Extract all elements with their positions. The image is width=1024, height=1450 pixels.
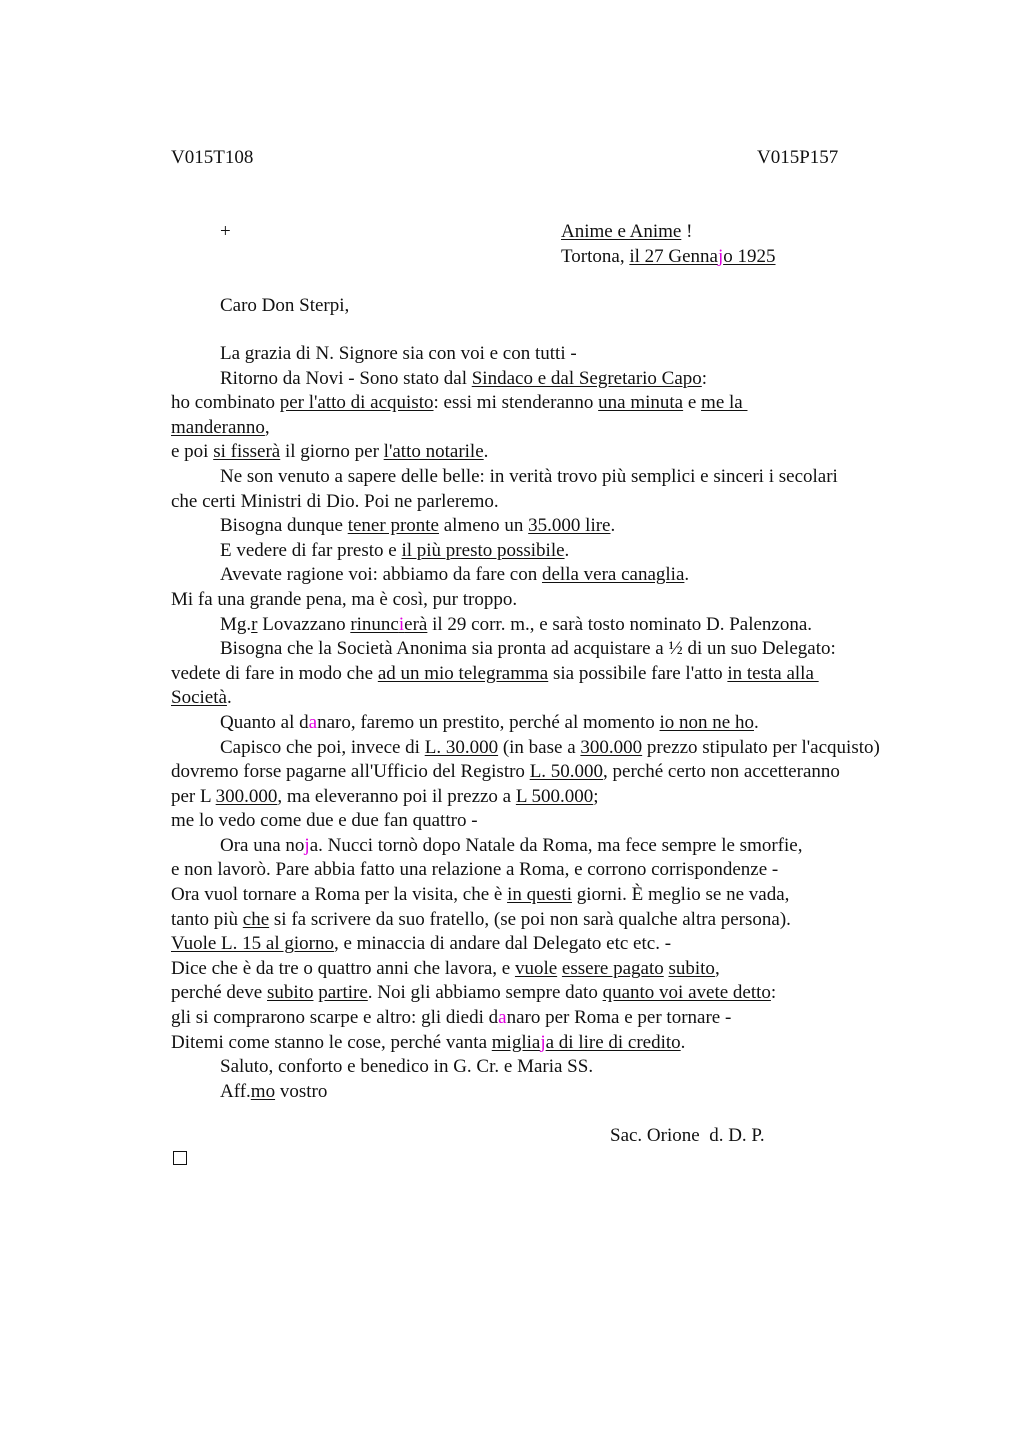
cross-symbol: + (220, 221, 231, 242)
motto: Anime e Anime ! (561, 221, 693, 242)
letter-line: manderanno, (171, 416, 270, 438)
letter-line: Ditemi come stanno le cose, perché vanta migliaja di lire di credito. (171, 1031, 686, 1053)
letter-line: dovremo forse pagarne all'Ufficio del Registro L. 50.000, perché certo non accetteranno (171, 761, 840, 783)
letter-line: gli si comprarono scarpe e altro: gli diedi danaro per Roma e per tornare - (171, 1007, 732, 1029)
letter-line: e non lavorò. Pare abbia fatto una relazione a Roma, e corrono corrispondenze - (171, 859, 779, 881)
letter-line: Vuole L. 15 al giorno, e minaccia di andare dal Delegato etc etc. - (171, 933, 672, 955)
letter-body (171, 342, 961, 1104)
letter-line: Aff.mo vostro (220, 1080, 328, 1102)
letter-line: Ritorno da Novi - Sono stato dal Sindaco e dal Segretario Capo: (220, 367, 708, 389)
letter-line: La grazia di N. Signore sia con voi e con tutti - (220, 343, 577, 364)
signature: Sac. Orione d. D. P. (610, 1125, 765, 1146)
letter-line: che certi Ministri di Dio. Poi ne parleremo. (171, 490, 499, 512)
letter-line: Bisogna che la Società Anonima sia pronta ad acquistare a ½ di un suo Delegato: (220, 638, 836, 660)
letter-line: ho combinato per l'atto di acquisto: essi mi stenderanno una minuta e me la (171, 392, 748, 414)
letter-line: E vedere di far presto e il più presto possibile. (220, 539, 570, 561)
letter-line: Saluto, conforto e benedico in G. Cr. e Maria SS. (220, 1056, 594, 1078)
letter-line: vedete di fare in modo che ad un mio telegramma sia possibile fare l'atto in testa alla (171, 662, 819, 684)
archive-code-left: V015T108 (171, 147, 254, 168)
letter-line: Dice che è da tre o quattro anni che lavora, e vuole essere pagato subito, (171, 957, 720, 979)
letter-line: Avevate ragione voi: abbiamo da fare con della vera canaglia. (220, 564, 690, 586)
place-date: Tortona, il 27 Gennajo 1925 (561, 246, 776, 267)
archive-code-right: V015P157 (757, 147, 839, 168)
letter-line: per L 300.000, ma eleveranno poi il prezzo a L 500.000; (171, 785, 599, 807)
letter-line: me lo vedo come due e due fan quattro - (171, 810, 478, 832)
letter-line: Ora una noja. Nucci tornò dopo Natale da Roma, ma fece sempre le smorfie, (220, 834, 803, 856)
letter-line: Quanto al danaro, faremo un prestito, perché al momento io non ne ho. (220, 711, 759, 733)
letter-line: perché deve subito partire. Noi gli abbiamo sempre dato quanto voi avete detto: (171, 982, 777, 1004)
letter-line: Ora vuol tornare a Roma per la visita, che è in questi giorni. È meglio se ne vada, (171, 884, 790, 906)
letter-line: Capisco che poi, invece di L. 30.000 (in base a 300.000 prezzo stipulato per l'acquisto) (220, 736, 880, 758)
letter-line: Ne son venuto a sapere delle belle: in verità trovo più semplici e sinceri i secolari (220, 465, 838, 487)
letter-line: Bisogna dunque tener pronte almeno un 35.000 lire. (220, 515, 616, 537)
end-mark-box (173, 1151, 187, 1165)
letter-line: Mg.r Lovazzano rinuncierà il 29 corr. m., e sarà tosto nominato D. Palenzona. (220, 613, 813, 635)
letter-line: tanto più che si fa scrivere da suo fratello, (se poi non sarà qualche altra persona). (171, 908, 791, 930)
letter-line: e poi si fisserà il giorno per l'atto notarile. (171, 441, 489, 463)
salutation: Caro Don Sterpi, (220, 295, 350, 316)
letter-line: Mi fa una grande pena, ma è così, pur troppo. (171, 588, 518, 610)
letter-line: Società. (171, 687, 232, 709)
